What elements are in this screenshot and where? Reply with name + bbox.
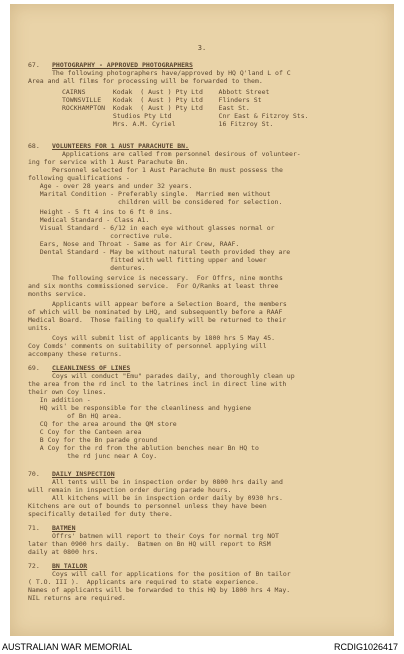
text-line: of Bn HQ area. [28, 412, 122, 420]
section-heading: VOLUNTEERS FOR 1 AUST PARACHUTE BN. [52, 142, 189, 150]
photographer-line: Mrs. A.M. Cyriel 16 Fitzroy St. [62, 120, 274, 128]
text-line: The following service is necessary. For Offrs, nine months [52, 274, 283, 282]
text-line: will remain in inspection order during parade hours. [28, 486, 232, 494]
text-line: Height - 5 ft 4 ins to 6 ft 0 ins. [28, 208, 173, 216]
text-line: HQ will be responsible for the cleanliness and hygiene [28, 404, 252, 412]
text-line: Coys will conduct "Emu" parades daily, and thoroughly clean up [52, 372, 295, 380]
text-line: accompany these returns. [28, 350, 122, 358]
text-line: of which will be nominated by LHQ, and subsequently before a RAAF [28, 308, 283, 316]
record-id: RCDIG1026417 [333, 642, 398, 652]
photographer-line: TOWNSVILLE Kodak ( Aust ) Pty Ltd Flinders St [62, 96, 262, 104]
archive-name: AUSTRALIAN WAR MEMORIAL [2, 642, 133, 652]
text-line: dentures. [28, 264, 146, 272]
text-line: the rd junc near A Coy. [28, 452, 158, 460]
text-line: specifically detailed for duty there. [28, 510, 173, 518]
text-line: Dental Standard - May be without natural teeth provided they are [28, 248, 291, 256]
text-line: ( T.O. III ). Applicants are required to state experience. [28, 578, 259, 586]
text-line: Kitchens are out of bounds to personnel unless they have been [28, 502, 267, 510]
text-line: Medical Board. Those failing to qualify will be returned to their [28, 316, 287, 324]
text-line: C Coy for the Canteen area [28, 428, 142, 436]
text-line: and six months commissioned service. For O/Ranks at least three [28, 282, 279, 290]
section-heading: CLEANLINESS OF LINES [52, 364, 131, 372]
text-line: Applications are called from personnel desirous of volunteer- [62, 150, 301, 158]
text-line: Marital Condition - Preferably single. Married men without [28, 190, 271, 198]
text-line: Coys will call for applications for the position of Bn tailor [52, 570, 291, 578]
text-line: CQ for the area around the QM store [28, 420, 177, 428]
text-line: Offrs' batmen will report to their Coys for normal trg NOT [52, 532, 279, 540]
text-line: daily at 0800 hrs. [28, 548, 99, 556]
text-line: Area and all films for processing will be forwarded to them. [28, 77, 263, 85]
section-number: 70. [28, 470, 40, 478]
section-heading: BATMEN [52, 524, 76, 532]
text-line: their own Coy lines. [28, 388, 107, 396]
section-number: 71. [28, 524, 40, 532]
document-page [10, 4, 394, 636]
section-number: 69. [28, 364, 40, 372]
text-line: the area from the rd incl to the latrines incl in direct line with [28, 380, 287, 388]
text-line: fitted with well fitting upper and lower [28, 256, 267, 264]
text-line: In addition - [28, 396, 91, 404]
text-line: A Coy for the rd from the ablution benches near Bn HQ to [28, 444, 259, 452]
text-line: Names of applicants will be forwarded to this HQ by 1800 hrs 4 May. [28, 586, 291, 594]
section-number: 72. [28, 562, 40, 570]
text-line: ing for service with 1 Aust Parachute Bn. [28, 158, 189, 166]
text-line: Visual Standard - 6/12 in each eye without glasses normal or [28, 224, 275, 232]
section-heading: PHOTOGRAPHY - APPROVED PHOTOGRAPHERS [52, 61, 193, 69]
text-line: children will be considered for selection. [28, 198, 283, 206]
text-line: corrective rule. [28, 232, 173, 240]
section-number: 68. [28, 142, 40, 150]
text-line: Personnel selected for 1 Aust Parachute Bn must possess the [52, 166, 283, 174]
text-line: following qualifications - [28, 174, 130, 182]
text-line: Medical Standard - Class A1. [28, 216, 150, 224]
archive-footer [0, 638, 404, 654]
text-line: All kitchens will be in inspection order daily by 0930 hrs. [52, 494, 283, 502]
photographer-line: Studios Pty Ltd Cnr East & Fitzroy Sts. [62, 112, 309, 120]
text-line: The following photographers have/approved by HQ Q'land L of C [52, 69, 291, 77]
text-line: Age - over 28 years and under 32 years. [28, 182, 193, 190]
photographer-line: CAIRNS Kodak ( Aust ) Pty Ltd Abbott Street [62, 88, 270, 96]
text-line: Ears, Nose and Throat - Same as for Air Crew, RAAF. [28, 240, 240, 248]
text-line: units. [28, 324, 52, 332]
photographer-line: ROCKHAMPTON Kodak ( Aust ) Pty Ltd East St. [62, 104, 250, 112]
text-line: later than 0900 hrs daily. Batmen on Bn HQ will report to RSM [28, 540, 271, 548]
page-number: 3. [197, 44, 207, 52]
text-line: months service. [28, 290, 87, 298]
text-line: Coy Comds' comments on suitability of personnel applying will [28, 342, 267, 350]
text-line: All tents will be in inspection order by 0800 hrs daily and [52, 478, 283, 486]
text-line: Coys will submit list of applicants by 1800 hrs 5 May 45. [52, 334, 276, 342]
section-number: 67. [28, 61, 40, 69]
text-line: NIL returns are required. [28, 594, 126, 602]
section-heading: DAILY INSPECTION [52, 470, 115, 478]
section-heading: BN TAILOR [52, 562, 88, 570]
text-line: B Coy for the Bn parade ground [28, 436, 158, 444]
text-line: Applicants will appear before a Selection Board, the members [52, 300, 287, 308]
